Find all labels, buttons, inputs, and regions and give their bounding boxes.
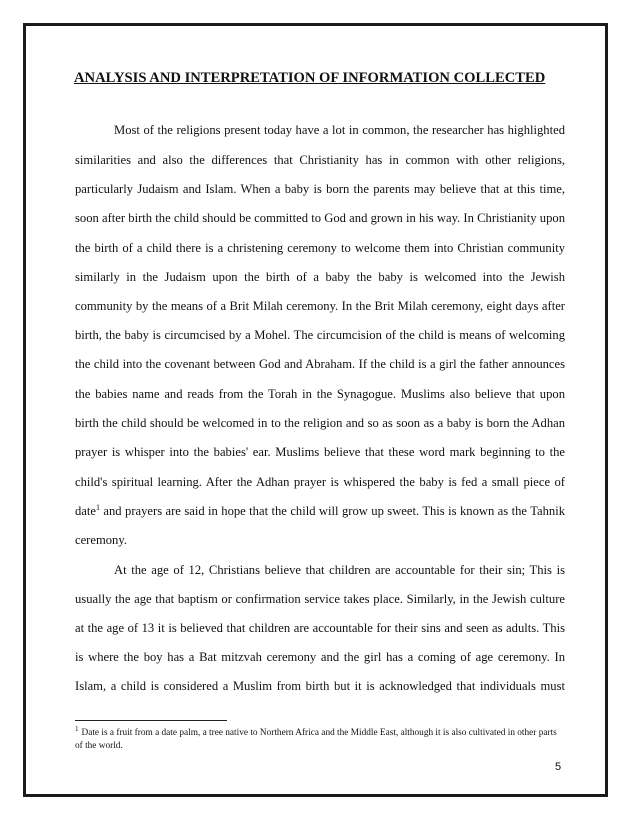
date-line-rest: and prayers are said in hope that the child will grow up sweet. This is known as the Tahnik	[99, 504, 565, 518]
footnote-separator	[75, 720, 227, 721]
paragraph-line: birth, the baby is circumcised by a Mohel. The circumcision of the child is means of welcoming	[75, 328, 565, 342]
paragraph-line: similarly in the Judaism upon the birth of a baby the baby is welcomed into the Jewish	[75, 270, 565, 284]
paragraph-line: Most of the religions present today have a lot in common, the researcher has highlighted	[114, 123, 565, 137]
paragraph-line-with-footnote-ref	[75, 503, 565, 519]
paragraph-line: soon after birth the child should be committed to God and grown in his way. In Christianity upon	[75, 211, 565, 225]
footnote-line-1: Date is a fruit from a date palm, a tree native to Northern Africa and the Middle East, although it is also cultivated in other parts	[81, 728, 557, 738]
footnote-line-2: of the world.	[75, 741, 123, 751]
footnote-marker: 1	[75, 724, 79, 733]
paragraph-line: the birth of a child there is a christening ceremony to welcome them into Christian community	[75, 241, 565, 255]
paragraph-line: usually the age that baptism or confirmation service takes place. Similarly, in the Jewish culture	[75, 592, 565, 606]
paragraph-line: At the age of 12, Christians believe that children are accountable for their sin; This is	[114, 563, 565, 577]
paragraph-line: community by the means of a Brit Milah ceremony. In the Brit Milah ceremony, eight days after	[75, 299, 565, 313]
paragraph-line: child's spiritual learning. After the Adhan prayer is whispered the baby is fed a small piece of	[75, 475, 565, 489]
paragraph-line: Islam, a child is considered a Muslim from birth but it is acknowledged that individuals must	[75, 679, 565, 693]
paragraph-line: the babies name and reads from the Torah in the Synagogue. Muslims also believe that upon	[75, 387, 565, 401]
page-number: 5	[555, 761, 562, 773]
footnote-reference: 1	[95, 502, 100, 512]
paragraph-line: similarities and also the differences that Christianity has in common with other religions,	[75, 153, 565, 167]
date-word: date	[75, 504, 96, 518]
paragraph-line: prayer is whisper into the babies' ear. Muslims believe that these word mark beginning to the	[75, 445, 565, 459]
paragraph-line: the child into the covenant between God and Abraham. If the child is a girl the father announces	[75, 357, 565, 371]
paragraph-line: is where the boy has a Bat mitzvah ceremony and the girl has a coming of age ceremony. In	[75, 650, 565, 664]
paragraph-line: particularly Judaism and Islam. When a baby is born the parents may believe that at this time,	[75, 182, 565, 196]
footnote-text	[75, 724, 565, 739]
paragraph-line: at the age of 13 it is believed that children are accountable for their sins and seen as adults. This	[75, 621, 565, 635]
paragraph-line: birth the child should be welcomed in to the religion and so as soon as a baby is born the Adhan	[75, 416, 565, 430]
section-heading: ANALYSIS AND INTERPRETATION OF INFORMATION COLLECTED	[74, 70, 546, 86]
paragraph-line: ceremony.	[75, 533, 127, 547]
